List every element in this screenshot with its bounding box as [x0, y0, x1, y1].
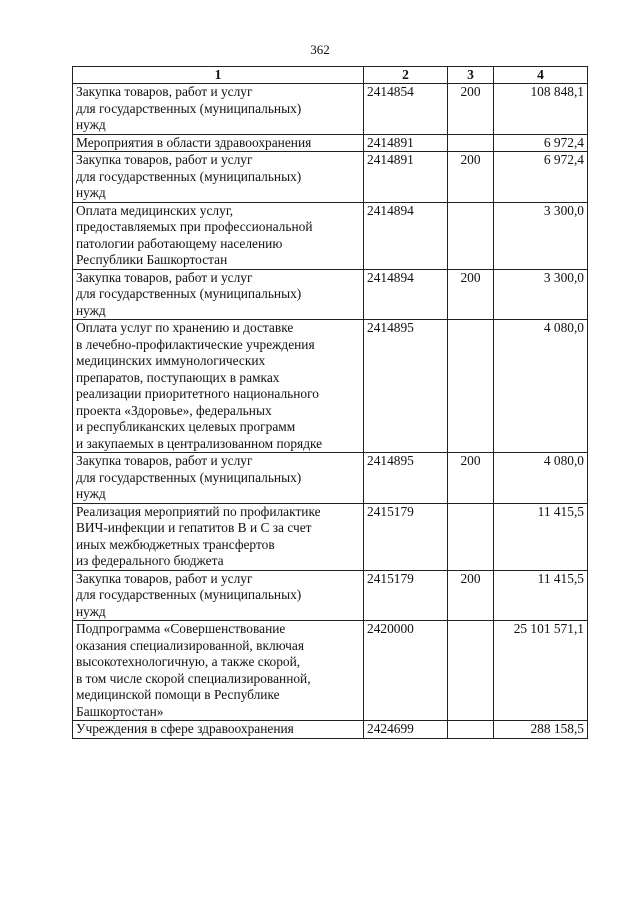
- row-name: Подпрограмма «Совершенствование оказания специализированной, включая высокотехнологичную, а также скорой, в том числе скорой специализированной, медицинской помощи в Республике Башкортостан»: [73, 621, 364, 721]
- table-row: [73, 453, 588, 504]
- row-expense-type: [448, 621, 494, 721]
- row-expense-type: [448, 320, 494, 453]
- table-row: [73, 84, 588, 135]
- row-code: 2414891: [364, 152, 448, 203]
- row-code: 2414894: [364, 269, 448, 320]
- header-row: [73, 67, 588, 84]
- row-code: 2414891: [364, 134, 448, 152]
- row-code: 2414895: [364, 320, 448, 453]
- row-code: 2414895: [364, 453, 448, 504]
- row-code: 2414854: [364, 84, 448, 135]
- row-amount: 6 972,4: [494, 134, 588, 152]
- table-row: [73, 621, 588, 721]
- row-name: Закупка товаров, работ и услуг для государственных (муниципальных) нужд: [73, 269, 364, 320]
- row-name: Оплата услуг по хранению и доставке в лечебно-профилактические учреждения медицинских иммунологических препаратов, поступающих в рамках реализации приоритетного национального проекта «Здоровье», федеральных и республиканских целевых программ и закупаемых в централизованном порядке: [73, 320, 364, 453]
- row-name: Мероприятия в области здравоохранения: [73, 134, 364, 152]
- row-amount: 4 080,0: [494, 320, 588, 453]
- row-amount: 4 080,0: [494, 453, 588, 504]
- row-expense-type: 200: [448, 453, 494, 504]
- table-row: [73, 570, 588, 621]
- row-name: Оплата медицинских услуг, предоставляемых при профессиональной патологии работающему населению Республики Башкортостан: [73, 202, 364, 269]
- table-row: [73, 152, 588, 203]
- row-expense-type: 200: [448, 152, 494, 203]
- row-amount: 108 848,1: [494, 84, 588, 135]
- table-row: [73, 202, 588, 269]
- row-expense-type: [448, 721, 494, 739]
- budget-table: [72, 66, 588, 739]
- header-col-1: 1: [73, 67, 364, 84]
- row-code: 2420000: [364, 621, 448, 721]
- row-name: Закупка товаров, работ и услуг для государственных (муниципальных) нужд: [73, 453, 364, 504]
- row-name: Реализация мероприятий по профилактике ВИЧ-инфекции и гепатитов В и С за счет иных межбюджетных трансфертов из федерального бюджета: [73, 503, 364, 570]
- row-name: Учреждения в сфере здравоохранения: [73, 721, 364, 739]
- row-amount: 288 158,5: [494, 721, 588, 739]
- row-expense-type: 200: [448, 269, 494, 320]
- row-code: 2415179: [364, 503, 448, 570]
- row-amount: 6 972,4: [494, 152, 588, 203]
- row-name: Закупка товаров, работ и услуг для государственных (муниципальных) нужд: [73, 570, 364, 621]
- row-name: Закупка товаров, работ и услуг для государственных (муниципальных) нужд: [73, 152, 364, 203]
- row-expense-type: [448, 134, 494, 152]
- table-row: [73, 269, 588, 320]
- table-body: [73, 84, 588, 739]
- header-col-2: 2: [364, 67, 448, 84]
- row-amount: 25 101 571,1: [494, 621, 588, 721]
- row-code: 2415179: [364, 570, 448, 621]
- row-expense-type: [448, 202, 494, 269]
- table-row: [73, 721, 588, 739]
- page-number: 362: [310, 42, 330, 57]
- row-expense-type: [448, 503, 494, 570]
- row-code: 2424699: [364, 721, 448, 739]
- row-amount: 3 300,0: [494, 269, 588, 320]
- row-amount: 3 300,0: [494, 202, 588, 269]
- header-col-3: 3: [448, 67, 494, 84]
- row-expense-type: 200: [448, 570, 494, 621]
- table-row: [73, 503, 588, 570]
- row-name: Закупка товаров, работ и услуг для государственных (муниципальных) нужд: [73, 84, 364, 135]
- row-code: 2414894: [364, 202, 448, 269]
- table-row: [73, 320, 588, 453]
- row-amount: 11 415,5: [494, 503, 588, 570]
- row-amount: 11 415,5: [494, 570, 588, 621]
- row-expense-type: 200: [448, 84, 494, 135]
- header-col-4: 4: [494, 67, 588, 84]
- table-row: [73, 134, 588, 152]
